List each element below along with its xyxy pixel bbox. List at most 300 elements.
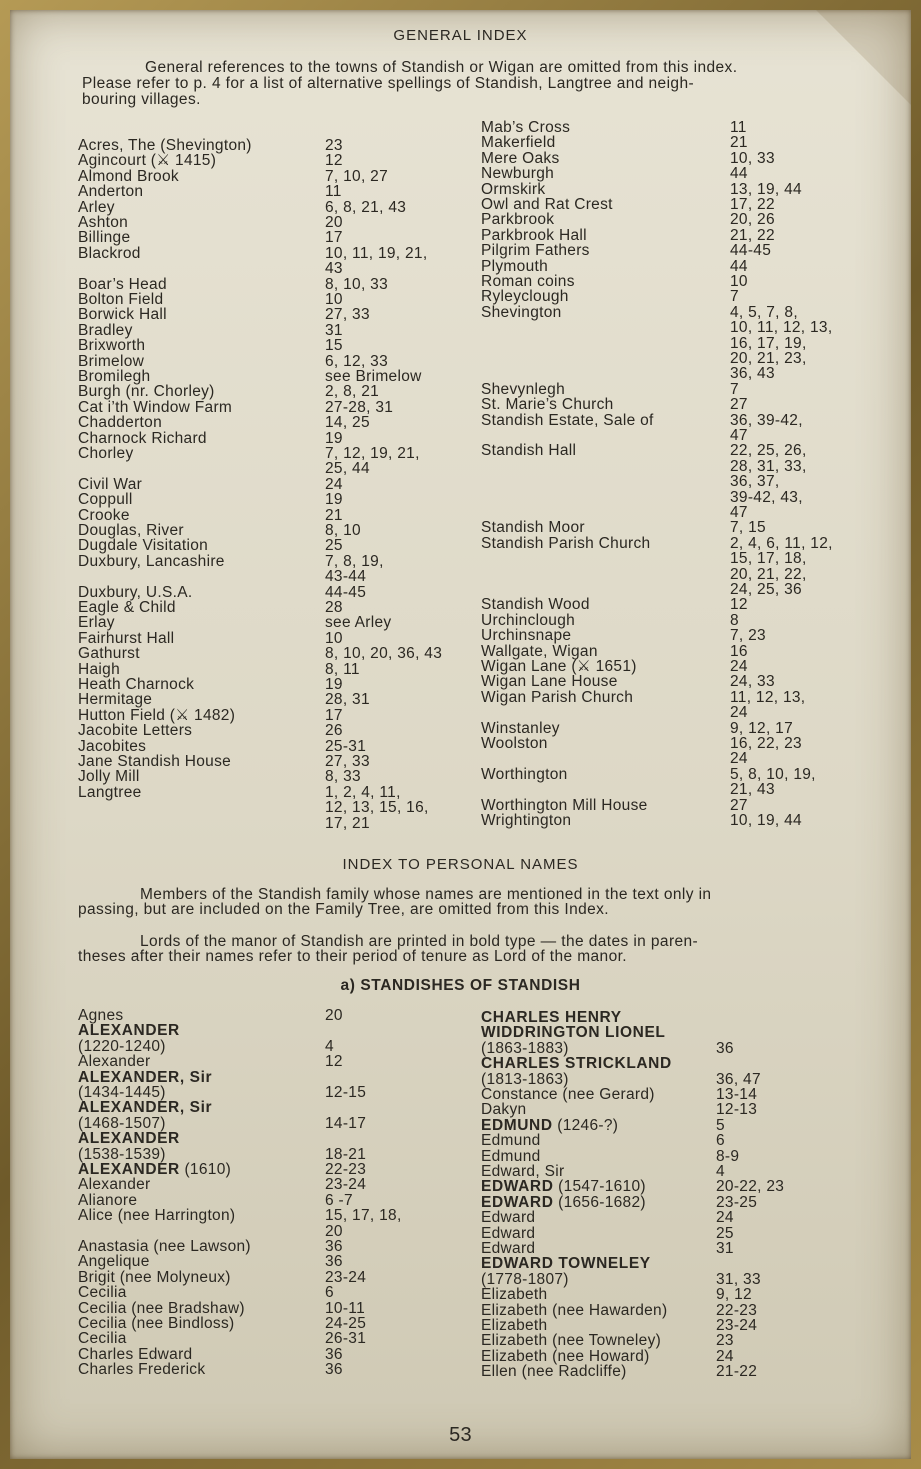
index-entry-name (78, 384, 215, 400)
index-entry-name (78, 677, 194, 693)
index-entry-pages: 21, 22 (730, 226, 775, 244)
entry-name-text: Wallgate, Wigan (481, 642, 598, 660)
index-entry-name (481, 1164, 564, 1180)
index-entry-name (78, 554, 225, 570)
entry-name-text: (1778-1807) (481, 1270, 569, 1288)
index-entry-name (481, 413, 654, 429)
index-entry-pages: 23-24 (716, 1317, 758, 1334)
entry-name-text: Brigit (nee Molyneux) (78, 1268, 231, 1286)
entry-name-text: Cecilia (nee Bindloss) (78, 1315, 235, 1332)
index-entry-name (481, 197, 613, 213)
entry-name-text: Chadderton (78, 414, 163, 432)
index-entry-name (78, 1331, 127, 1347)
index-entry-name (78, 1208, 235, 1224)
index-entry-name (481, 1087, 655, 1103)
index-entry-name (78, 1177, 151, 1193)
index-entry-name (78, 153, 216, 169)
entry-name-text: Brimelow (78, 352, 145, 370)
entry-name-text: Duxbury, Lancashire (78, 552, 225, 570)
index-entry-pages: 21 (325, 506, 343, 524)
index-entry-pages: 8-9 (716, 1147, 740, 1165)
index-entry-pages: 24 (730, 704, 748, 722)
index-entry-name (481, 798, 648, 814)
index-entry-name (78, 1147, 166, 1163)
index-entry-name (78, 1301, 245, 1317)
page-number: 53 (449, 1424, 472, 1446)
index-entry-pages: 6, 8, 21, 43 (325, 198, 407, 216)
general-intro-line1: General references to the towns of Standish or Wigan are omitted from this index. (145, 59, 738, 76)
entry-name-text: WIDDRINGTON LIONEL (481, 1024, 666, 1042)
entry-name-text: Elizabeth (nee Towneley) (481, 1332, 662, 1350)
index-entry-name (481, 151, 560, 167)
index-entry-pages: 8, 10, 20, 36, 43 (325, 645, 443, 663)
index-entry-pages: 7, 8, 19, (325, 552, 384, 570)
index-entry-pages: 10 (730, 273, 748, 290)
index-entry-pages: 28, 31, 33, (730, 457, 807, 475)
entry-name-text: Newburgh (481, 165, 555, 183)
entry-name-text: Cecilia (78, 1284, 127, 1302)
entry-name-text: Erlay (78, 614, 115, 632)
index-entry-name (78, 646, 140, 662)
index-entry-name (78, 1316, 235, 1332)
index-entry-pages: 24, 33 (730, 673, 775, 691)
index-entry-name (481, 1133, 541, 1149)
index-entry-pages: 44 (730, 165, 748, 183)
entry-name-text: Edward (481, 1240, 536, 1257)
entry-name-text: Jacobites (78, 737, 147, 755)
index-entry-name (481, 767, 568, 783)
index-entry-name (481, 274, 575, 290)
index-entry-pages: 36, 37, (730, 473, 780, 491)
index-entry-pages: 10-11 (325, 1299, 365, 1317)
entry-name-text: Ellen (nee Radcliffe) (481, 1363, 627, 1381)
index-entry-pages: 25 (716, 1224, 734, 1242)
index-entry-name (481, 1149, 541, 1165)
index-entry-pages: 26-31 (325, 1330, 367, 1348)
entry-name-text: Standish Wood (481, 596, 590, 614)
entry-name-text: Elizabeth (481, 1286, 548, 1304)
index-entry-name (78, 1131, 180, 1147)
index-entry-pages: 13-14 (716, 1086, 758, 1103)
index-entry-name (78, 785, 142, 801)
entry-name-text: Fairhurst Hall (78, 629, 175, 647)
index-entry-pages: 28, 31 (325, 691, 370, 709)
index-entry-name (481, 736, 548, 752)
index-entry-pages: 24 (325, 475, 343, 493)
index-entry-pages: 24, 25, 36 (730, 581, 802, 598)
entry-name-text: Jacobite Letters (78, 722, 193, 740)
index-entry-pages: 9, 12, 17 (730, 719, 794, 737)
entry-name-text: ALEXANDER, Sir (78, 1068, 213, 1086)
index-entry-pages: 22-23 (325, 1161, 367, 1178)
index-entry-pages: 10, 33 (730, 149, 775, 167)
index-entry-name (481, 520, 585, 536)
entry-name-text: Woolston (481, 735, 548, 752)
entry-name-text: Agnes (78, 1007, 124, 1024)
entry-name-text: Bradley (78, 321, 133, 339)
index-entry-pages: 15, 17, 18, (325, 1207, 402, 1225)
index-entry-name (481, 1025, 665, 1041)
index-entry-pages: 22, 25, 26, (730, 442, 807, 460)
index-entry-pages: 12-15 (325, 1084, 367, 1101)
index-entry-name (481, 259, 548, 275)
index-entry-pages: 24-25 (325, 1315, 367, 1332)
entry-name-text: Acres, The (Shevington) (78, 137, 252, 154)
index-entry-pages: 11 (325, 183, 342, 201)
index-entry-pages: 22-23 (716, 1301, 758, 1319)
index-entry-name (78, 754, 231, 770)
entry-name-text: Shevynlegh (481, 380, 566, 398)
entry-name-text: Makerfield (481, 134, 556, 152)
entry-name-text: CHARLES STRICKLAND (481, 1055, 672, 1073)
index-entry-name (78, 184, 143, 200)
index-entry-name (481, 1210, 535, 1226)
entry-name-text: (1538-1539) (78, 1145, 166, 1163)
entry-name-text: Urchinclough (481, 611, 576, 629)
index-entry-name (481, 305, 562, 321)
entry-name-text: Plymouth (481, 257, 549, 275)
index-entry-name (78, 354, 144, 370)
entry-name-text: Agincourt (⚔ 1415) (78, 152, 217, 170)
entry-name-text: Boar’s Head (78, 275, 167, 293)
index-entry-pages: 17, 21 (325, 814, 370, 832)
index-entry-pages: 27, 33 (325, 306, 370, 324)
index-entry-pages: 20, 26 (730, 211, 775, 229)
index-entry-pages: 19 (325, 429, 343, 447)
index-entry-pages: 12 (730, 596, 748, 614)
index-entry-name (481, 536, 650, 552)
index-entry-name (78, 1162, 231, 1178)
index-entry-pages: 11, 12, 13, (730, 688, 806, 706)
index-entry-name (78, 1270, 231, 1286)
index-entry-name (481, 613, 575, 629)
index-entry-name (481, 1056, 672, 1072)
index-entry-pages: 8, 11 (325, 660, 360, 678)
index-entry-pages: 21, 43 (730, 781, 775, 799)
index-entry-pages: 20 (325, 1222, 343, 1240)
index-entry-pages: 36 (325, 1345, 343, 1363)
index-entry-pages: 36 (325, 1238, 343, 1255)
index-entry-pages: 6 (325, 1284, 334, 1302)
entry-name-text: Heath Charnock (78, 676, 195, 693)
entry-name-text: Elizabeth (nee Howard) (481, 1347, 650, 1365)
index-entry-pages: 31 (325, 321, 343, 339)
index-entry-pages: 2, 4, 6, 11, 12, (730, 534, 833, 552)
entry-name-text: ALEXANDER (78, 1130, 180, 1148)
index-entry-pages: 6, 12, 33 (325, 352, 389, 370)
index-entry-pages: 20 (325, 1007, 343, 1024)
entry-name-text: (1813-1863) (481, 1070, 569, 1088)
index-entry-pages: 44-45 (325, 583, 367, 601)
index-entry-name (481, 1118, 618, 1134)
index-entry-pages: 24 (716, 1347, 734, 1365)
index-entry-pages: 18-21 (325, 1145, 367, 1163)
index-entry-name (78, 1085, 166, 1101)
entry-name-text: Edward (481, 1224, 536, 1242)
index-entry-name (78, 369, 150, 385)
entry-name-text: Anastasia (nee Lawson) (78, 1238, 251, 1255)
entry-name-text: Wigan Parish Church (481, 688, 634, 706)
index-entry-name (78, 1100, 212, 1116)
entry-name-text: Civil War (78, 475, 143, 493)
entry-name-text: Borwick Hall (78, 306, 167, 324)
index-entry-pages: 4 (716, 1163, 725, 1180)
entry-name-text: Ashton (78, 214, 129, 231)
index-entry-name (481, 659, 637, 675)
index-entry-name (481, 228, 587, 244)
index-entry-name (78, 338, 145, 354)
index-entry-pages: 6 (716, 1132, 725, 1150)
entry-name-text: Edmund (481, 1147, 541, 1165)
index-entry-name (78, 307, 167, 323)
entry-name-text: Bolton Field (78, 291, 164, 308)
index-entry-pages: 24 (730, 658, 748, 675)
index-entry-pages: 27 (730, 396, 748, 414)
entry-dates-text: (1656-1682) (553, 1193, 646, 1211)
index-entry-name (78, 769, 140, 785)
entry-name-text: (1434-1445) (78, 1084, 166, 1101)
index-entry-pages: 44 (730, 257, 748, 275)
index-entry-name (78, 1054, 151, 1070)
index-entry-name (78, 200, 115, 216)
personal-para1-line1: Members of the Standish family whose names are mentioned in the text only in (140, 886, 712, 903)
index-entry-pages: 23 (325, 137, 343, 154)
entry-name-text: Alice (nee Harrington) (78, 1207, 236, 1225)
index-entry-name (78, 246, 141, 262)
page-corner-shadow (816, 10, 911, 105)
index-entry-pages: 10 (325, 629, 343, 647)
entry-name-text: EDWARD (481, 1178, 554, 1196)
index-entry-pages: 25-31 (325, 737, 367, 755)
index-entry-name (78, 1023, 180, 1039)
entry-name-text: Hutton Field (⚔ 1482) (78, 706, 236, 724)
index-entry-name (481, 1364, 627, 1380)
entry-name-text: Wrightington (481, 812, 572, 829)
index-entry-name (481, 1333, 661, 1349)
index-entry-pages: 7, 10, 27 (325, 167, 389, 185)
entry-name-text: Wigan Lane (⚔ 1651) (481, 658, 637, 675)
entry-name-text: Worthington (481, 765, 568, 783)
index-entry-name (481, 182, 545, 198)
index-entry-pages: 11 (730, 119, 747, 136)
index-entry-name (481, 1272, 569, 1288)
index-entry-name (78, 277, 167, 293)
entry-name-text: Jolly Mill (78, 768, 140, 786)
index-entry-pages: 4, 5, 7, 8, (730, 303, 798, 321)
index-entry-pages: 2, 8, 21 (325, 383, 380, 401)
index-entry-name (78, 1116, 166, 1132)
entry-name-text: Dakyn (481, 1101, 527, 1119)
index-entry-pages: 1, 2, 4, 11, (325, 783, 401, 801)
index-entry-name (78, 138, 252, 154)
index-entry-name (481, 1287, 547, 1303)
entry-name-text: EDWARD (481, 1193, 554, 1211)
index-entry-pages: 39-42, 43, (730, 488, 803, 506)
index-entry-pages: 17 (325, 229, 343, 247)
index-entry-pages: 15, 17, 18, (730, 550, 807, 568)
index-entry-pages: 13, 19, 44 (730, 180, 802, 198)
entry-name-text: Shevington (481, 303, 562, 321)
index-entry-name (78, 415, 162, 431)
index-entry-pages: 26 (325, 722, 343, 740)
index-entry-pages: 28 (325, 599, 343, 616)
entry-name-text: Douglas, River (78, 522, 184, 539)
general-intro-line3: bouring villages. (82, 91, 201, 108)
entry-name-text: (1863-1883) (481, 1039, 569, 1057)
entry-name-text: Jane Standish House (78, 753, 232, 770)
index-entry-pages: 10, 11, 19, 21, (325, 244, 428, 262)
entry-name-text: Winstanley (481, 719, 560, 737)
entry-name-text: Urchinsnape (481, 627, 572, 645)
index-entry-name (78, 615, 115, 631)
index-entry-pages: 12 (325, 152, 343, 170)
entry-name-text: Charles Frederick (78, 1361, 206, 1379)
entry-name-text: Burgh (nr. Chorley) (78, 383, 215, 401)
index-entry-pages: 24 (716, 1209, 734, 1227)
index-entry-pages: 19 (325, 491, 343, 509)
index-entry-name (481, 721, 560, 737)
index-entry-name (481, 166, 554, 182)
index-entry-name (481, 382, 565, 398)
index-entry-name (78, 739, 146, 755)
entry-name-text: Gathurst (78, 645, 140, 663)
index-entry-pages: 23-25 (716, 1193, 758, 1211)
index-entry-name (481, 243, 590, 259)
index-entry-name (78, 523, 184, 539)
index-entry-pages: 17 (325, 706, 343, 724)
index-entry-name (481, 674, 618, 690)
entry-name-text: Cecilia (78, 1330, 127, 1348)
index-entry-name (78, 215, 128, 231)
index-entry-name (78, 1362, 205, 1378)
entry-name-text: Parkbrook Hall (481, 226, 587, 244)
entry-name-text: ALEXANDER, Sir (78, 1099, 213, 1117)
entry-name-text: CHARLES HENRY (481, 1009, 622, 1026)
index-entry-pages: 20, 21, 23, (730, 350, 807, 367)
entry-name-text: Eagle & Child (78, 599, 176, 616)
index-entry-pages: 36 (325, 1361, 343, 1379)
entry-name-text: Mere Oaks (481, 149, 560, 167)
entry-name-text: Owl and Rat Crest (481, 196, 613, 213)
index-entry-pages: 47 (730, 504, 748, 521)
index-entry-name (78, 692, 152, 708)
index-entry-name (78, 292, 163, 308)
entry-name-text: Roman coins (481, 273, 575, 290)
index-entry-name (481, 1256, 651, 1272)
index-entry-pages: 27 (730, 796, 748, 814)
index-entry-name (481, 1072, 569, 1088)
index-entry-name (481, 443, 576, 459)
index-entry-pages: 8 (730, 611, 739, 629)
index-entry-pages: 44-45 (730, 242, 772, 260)
entry-name-text: Edmund (481, 1132, 541, 1150)
index-entry-name (78, 477, 142, 493)
entry-name-text: Angelique (78, 1253, 150, 1271)
entry-name-text: Arley (78, 198, 115, 216)
index-entry-pages: 21 (730, 134, 748, 152)
index-entry-pages: 6 -7 (325, 1191, 353, 1209)
entry-name-text: Mab’s Cross (481, 119, 571, 136)
index-entry-pages: 43-44 (325, 568, 367, 586)
index-entry-pages: 10, 11, 12, 13, (730, 319, 833, 337)
index-entry-name (78, 538, 208, 554)
index-entry-name (78, 1347, 192, 1363)
index-entry-pages: 27, 33 (325, 753, 370, 770)
entry-name-text: Almond Brook (78, 167, 179, 185)
index-entry-pages: 21-22 (716, 1363, 758, 1381)
index-entry-name (481, 628, 571, 644)
entry-name-text: Standish Parish Church (481, 534, 651, 552)
index-entry-pages: 19 (325, 676, 343, 693)
index-entry-name (481, 1318, 547, 1334)
index-entry-pages: 14-17 (325, 1114, 367, 1132)
index-entry-pages: 16, 17, 19, (730, 334, 807, 352)
index-entry-name (78, 1039, 166, 1055)
index-entry-pages: 15 (325, 337, 343, 355)
entry-name-text: EDMUND (481, 1116, 553, 1134)
entry-name-text: Duxbury, U.S.A. (78, 583, 193, 601)
entry-name-text: Alexander (78, 1176, 151, 1194)
index-entry-name (481, 120, 570, 136)
entry-name-text: Alexander (78, 1053, 151, 1071)
entry-name-text: Wigan Lane House (481, 673, 618, 691)
personal-para1-line2: passing, but are included on the Family Tree, are omitted from this Index. (78, 901, 610, 918)
entry-name-text: EDWARD TOWNELEY (481, 1255, 651, 1273)
index-entry-name (78, 446, 134, 462)
index-entry-pages: 47 (730, 427, 748, 444)
book-page (10, 10, 911, 1459)
index-entry-name (481, 289, 569, 305)
entry-name-text: Chorley (78, 445, 134, 462)
index-entry-pages: 9, 12 (716, 1286, 752, 1304)
index-entry-name (78, 600, 176, 616)
entry-name-text: Dugdale Visitation (78, 537, 209, 555)
index-entry-name (481, 690, 633, 706)
index-entry-name (78, 708, 235, 724)
personal-para2-line2: theses after their names refer to their period of tenure as Lord of the manor. (78, 948, 628, 965)
index-entry-pages: 17, 22 (730, 196, 775, 213)
entry-name-text: ALEXANDER (78, 1022, 180, 1040)
entry-name-text: Elizabeth (nee Hawarden) (481, 1301, 668, 1319)
index-entry-pages: 36 (716, 1039, 734, 1057)
index-entry-name (481, 1303, 667, 1319)
index-entry-name (78, 662, 120, 678)
index-entry-name (78, 631, 174, 647)
index-entry-pages: 36, 47 (716, 1070, 761, 1088)
index-entry-name (78, 323, 133, 339)
index-entry-name (481, 1349, 650, 1365)
entry-dates-text: (1246-?) (552, 1116, 619, 1134)
index-entry-name (481, 597, 590, 613)
index-entry-pages: 27-28, 31 (325, 398, 394, 416)
entry-name-text: Constance (nee Gerard) (481, 1086, 655, 1103)
index-entry-name (78, 1254, 150, 1270)
entry-name-text: Worthington Mill House (481, 796, 648, 814)
entry-name-text: Coppull (78, 491, 133, 509)
entry-name-text: Charnock Richard (78, 429, 207, 447)
index-entry-name (78, 1008, 123, 1024)
index-entry-pages: 20 (325, 214, 343, 231)
entry-name-text: Anderton (78, 183, 144, 201)
index-entry-name (481, 135, 556, 151)
personal-para2-line1: Lords of the manor of Standish are printed in bold type — the dates in paren- (140, 933, 699, 950)
index-entry-pages: 16, 22, 23 (730, 735, 802, 752)
standishes-subtitle: a) STANDISHES OF STANDISH (340, 977, 581, 994)
index-entry-name (481, 644, 598, 660)
entry-name-text: Pilgrim Fathers (481, 242, 590, 260)
personal-names-title: INDEX TO PERSONAL NAMES (342, 856, 579, 873)
index-entry-pages: 23-24 (325, 1176, 367, 1194)
